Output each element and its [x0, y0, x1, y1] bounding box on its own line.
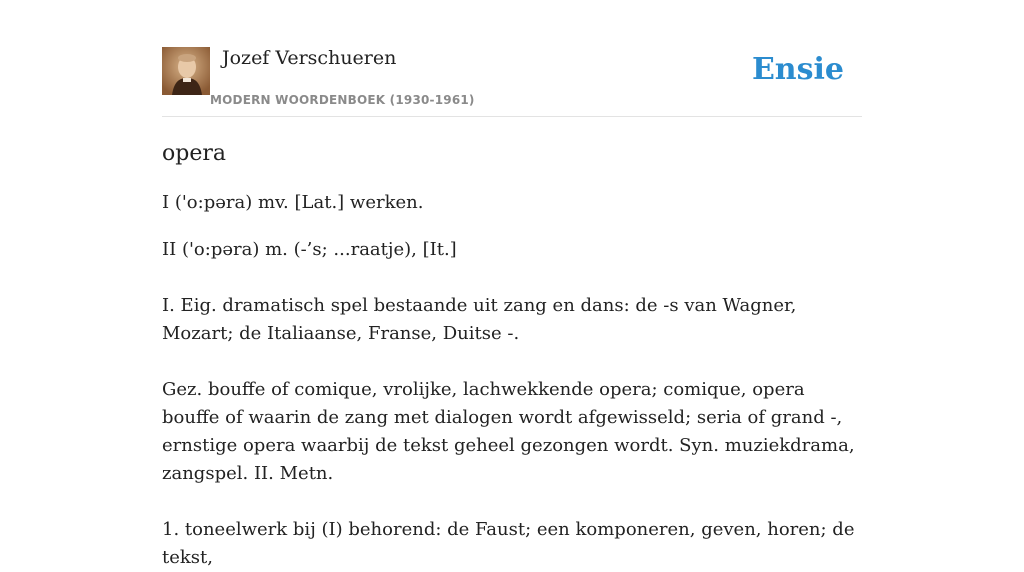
entry-paragraph: Gez. bouffe of comique, vrolijke, lachwekkende opera; comique, opera bouffe of waarin de zang met dialogen wordt afgewisseld; seria of grand -, ernstige opera waarbij de tekst geheel gezongen wordt. Syn. muziekdrama, zangspel. II. Metn. [162, 379, 855, 484]
source-title[interactable]: MODERN WOORDENBOEK (1930-1961) [210, 93, 475, 107]
entry-header [162, 46, 862, 117]
entry-paragraph: 1. toneelwerk bij (I) behorend: de Faust; een komponeren, geven, horen; de tekst, [162, 519, 855, 568]
dictionary-entry [162, 138, 862, 572]
entry-paragraph: I ('o:pəra) mv. [Lat.] werken. [162, 192, 424, 213]
author-portrait-icon [162, 47, 210, 95]
author-avatar[interactable] [162, 47, 210, 95]
author-name[interactable]: Jozef Verschueren [222, 47, 397, 69]
entry-paragraph: I. Eig. dramatisch spel bestaande uit zang en dans: de -s van Wagner, Mozart; de Italiaanse, Franse, Duitse -. [162, 295, 797, 344]
entry-headword: opera [162, 141, 226, 166]
ensie-logo[interactable]: Ensie [751, 52, 844, 87]
entry-paragraph: II ('o:pəra) m. (-’s; ...raatje), [It.] [162, 239, 457, 260]
